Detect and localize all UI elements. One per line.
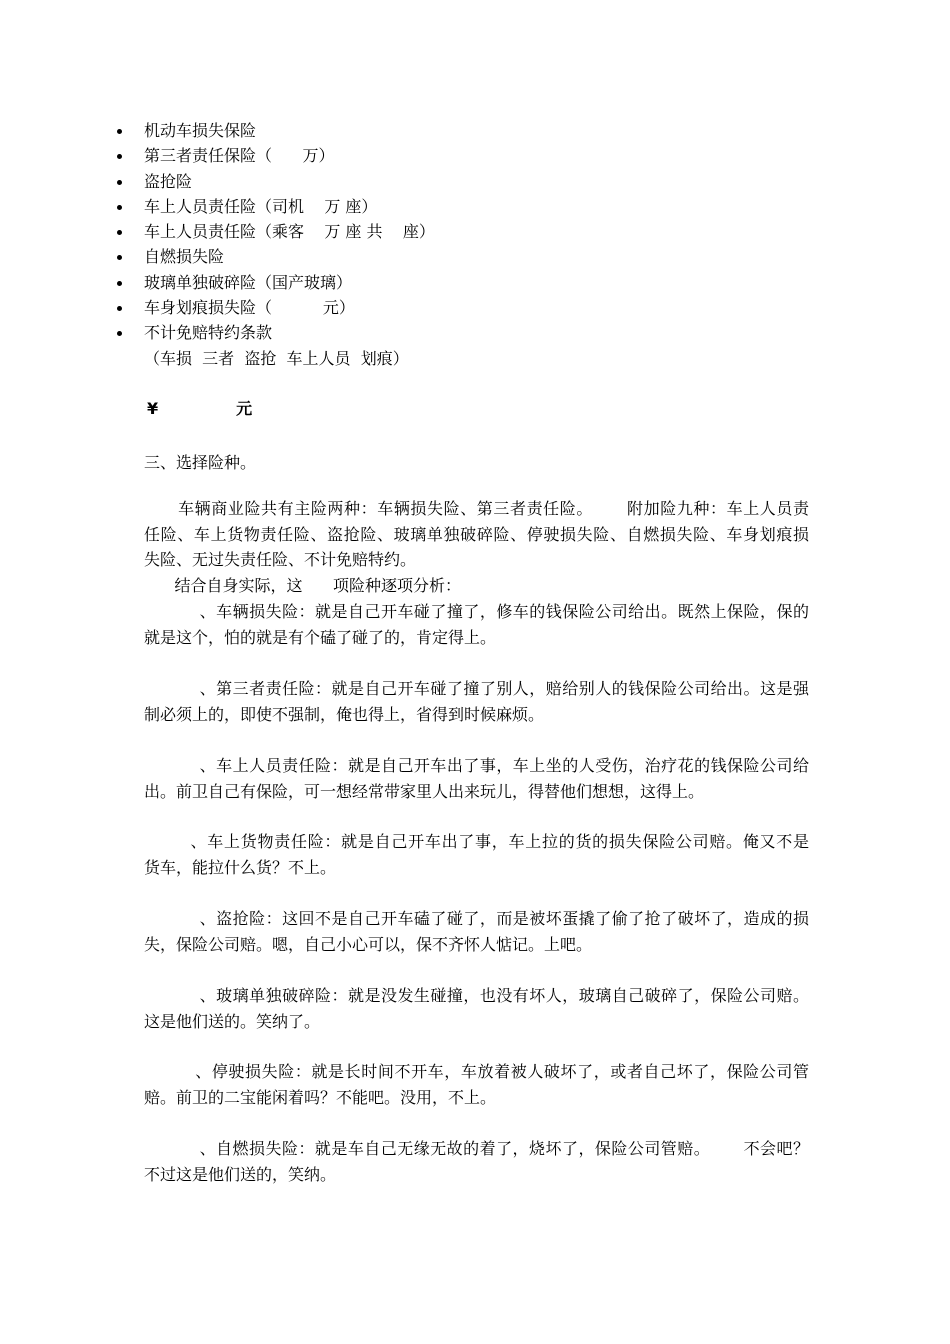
list-item	[0, 295, 950, 320]
analysis-vehicle-damage	[144, 599, 809, 650]
bullet-dot	[117, 180, 122, 185]
total-amount: ¥ 元	[147, 399, 253, 418]
analysis-suspension	[144, 1059, 809, 1110]
bullet-dot	[117, 230, 122, 235]
paragraph-line: 、车辆损失险：就是自己开车碰了撞了，修车的钱保险公司给出。既然上保险，保的	[144, 602, 809, 621]
list-item-label: 机动车损失保险	[144, 121, 257, 140]
list-item-label: 车上人员责任险（乘客 万 座 共 座）	[144, 222, 435, 242]
paragraph-line: 、车上人员责任险：就是自己开车出了事，车上坐的人受伤，治疗花的钱保险公司给	[144, 756, 809, 775]
paragraph-line: 就是这个，怕的就是有个磕了碰了的，肯定得上。	[144, 627, 497, 647]
analysis-passenger	[144, 753, 809, 804]
list-item	[0, 118, 950, 143]
bullet-dot	[117, 255, 122, 260]
list-item	[0, 320, 950, 371]
paragraph-line: 、停驶损失险：就是长时间不开车，车放着被人破坏了，或者自己坏了，保险公司管	[144, 1062, 809, 1081]
paragraph-line: 这是他们送的。笑纳了。	[144, 1011, 321, 1031]
insurance-list	[0, 118, 950, 371]
bullet-dot	[117, 154, 122, 159]
bullet-dot	[117, 205, 122, 210]
list-item	[0, 219, 950, 244]
paragraph-line: 、自燃损失险：就是车自己无缘无故的着了，烧坏了，保险公司管赔。 不会吧？	[144, 1139, 809, 1158]
paragraph-line: 货车，能拉什么货？不上。	[144, 857, 337, 877]
analysis-third-party	[144, 676, 809, 727]
paragraph-line: 出。前卫自己有保险，可一想经常带家里人出来玩儿，得替他们想想，这得上。	[144, 781, 705, 801]
list-item	[0, 270, 950, 295]
paragraph-line: 结合自身实际，这 项险种逐项分析：	[144, 575, 462, 595]
analysis-glass	[144, 983, 809, 1034]
paragraph-line: 、玻璃单独破碎险：就是没发生碰撞，也没有坏人，玻璃自己破碎了，保险公司赔。	[144, 986, 809, 1005]
franchise-detail: （车损 三者 盗抢 车上人员 划痕）	[144, 348, 409, 368]
paragraph-line: 制必须上的，即使不强制，俺也得上，省得到时候麻烦。	[144, 704, 545, 724]
analysis-theft	[144, 906, 809, 957]
list-item-label: 车身划痕损失险（ 元）	[144, 298, 355, 318]
paragraph-line: 失险、无过失责任险、不计免赔特约。	[144, 550, 417, 569]
list-item	[0, 244, 950, 269]
intro-paragraph	[144, 496, 809, 598]
bullet-dot	[117, 281, 122, 286]
section-heading: 三、选择险种。	[144, 453, 257, 472]
paragraph-line: 失，保险公司赔。嗯，自己小心可以，保不齐怀人惦记。上吧。	[144, 934, 593, 954]
list-item-label: 玻璃单独破碎险（国产玻璃）	[144, 272, 353, 292]
paragraph-line: 、车上货物责任险：就是自己开车出了事，车上拉的货的损失保险公司赔。俺又不是	[144, 832, 809, 851]
list-item-label: 自燃损失险	[144, 247, 225, 267]
paragraph-line: 任险、车上货物责任险、盗抢险、玻璃单独破碎险、停驶损失险、自燃损失险、车身划痕损	[144, 524, 809, 544]
list-item	[0, 143, 950, 168]
list-item-label: 不计免赔特约条款	[144, 323, 273, 343]
paragraph-line: 车辆商业险共有主险两种：车辆损失险、第三者责任险。 附加险九种：车上人员责	[144, 499, 809, 518]
list-item-label: 车上人员责任险（司机 万 座）	[144, 196, 378, 216]
analysis-cargo	[144, 829, 809, 880]
paragraph-line: 不过这是他们送的，笑纳。	[144, 1164, 337, 1184]
list-item	[0, 194, 950, 219]
list-item	[0, 169, 950, 194]
paragraph-line: 赔。前卫的二宝能闲着吗？不能吧。没用，不上。	[144, 1087, 497, 1107]
bullet-dot	[117, 331, 122, 336]
paragraph-line: 、第三者责任险：就是自己开车碰了撞了别人，赔给别人的钱保险公司给出。这是强	[144, 679, 809, 698]
analysis-self-ignition	[144, 1136, 809, 1187]
list-item-label: 第三者责任保险（ 万）	[144, 146, 335, 166]
bullet-dot	[117, 129, 122, 134]
paragraph-line: 、盗抢险：这回不是自己开车磕了碰了，而是被坏蛋撬了偷了抢了破坏了，造成的损	[144, 909, 809, 928]
bullet-dot	[117, 306, 122, 311]
list-item-label: 盗抢险	[144, 171, 193, 191]
